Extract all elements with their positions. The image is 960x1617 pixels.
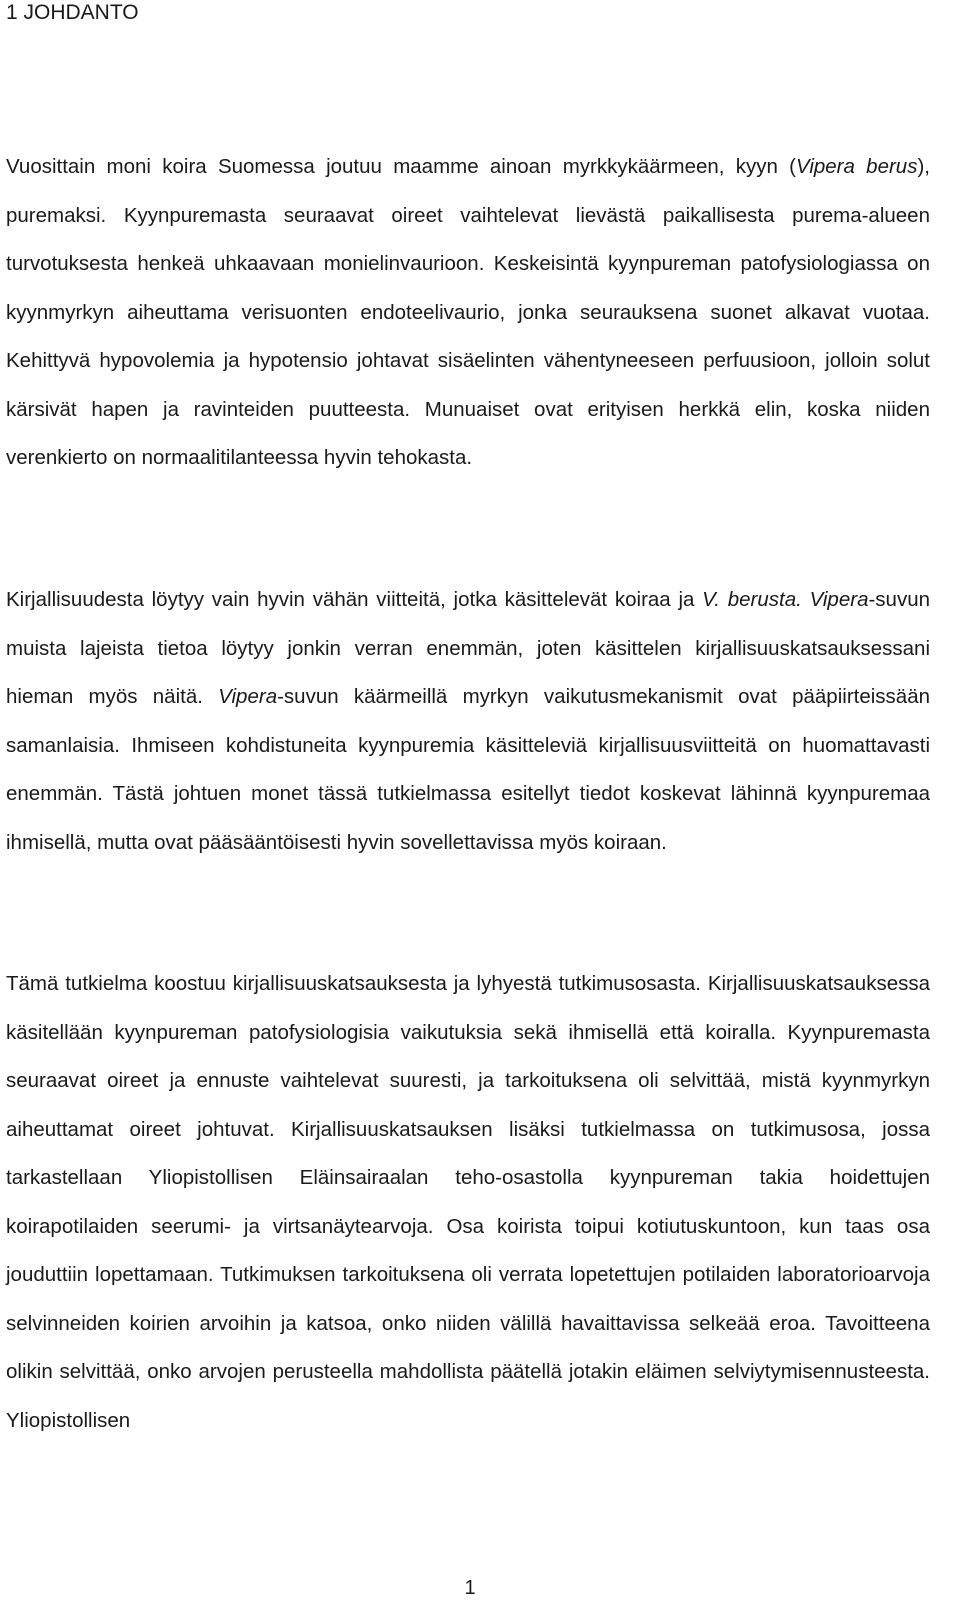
paragraph-text: Vuosittain moni koira Suomessa joutuu maamme ainoan myrkkykäärmeen, kyyn ( xyxy=(6,155,797,178)
page-number: 1 xyxy=(464,1577,476,1599)
paragraph-structure xyxy=(6,960,930,1445)
paragraph-introduction xyxy=(6,143,930,483)
chapter-heading: 1 JOHDANTO xyxy=(6,1,139,24)
paragraph-text xyxy=(802,588,810,611)
species-name-italic: Vipera berus xyxy=(796,155,918,178)
paragraph-text: Tämä tutkielma koostuu kirjallisuuskatsauksesta ja lyhyestä tutkimusosasta. Kirjallisuuskatsauksessa käsitellään kyynpureman patofysiologisia vaikutuksia sekä ihmisellä että koiralla. Kyynpuremasta seuraavat oireet ja ennuste vaihtelevat suuresti, ja tarkoituksena oli selvittää, mistä kyynmyrkyn aiheuttamat oireet johtuvat. Kirjallisuuskatsauksen lisäksi tutkielmassa on tutkimusosa, jossa tarkastellaan Yliopistollisen Eläinsairaalan teho-osastolla kyynpureman takia hoidettujen koirapotilaiden seerumi- ja virtsanäytearvoja. Osa koirista toipui kotiutuskuntoon, kun taas osa jouduttiin lopettamaan. Tutkimuksen tarkoituksena oli verrata lopetettujen potilaiden laboratorioarvoja selvinneiden koirien arvoihin ja katsoa, onko niiden välillä havaittavissa selkeää eroa. Tavoitteena olikin selvittää, onko arvojen perusteella mahdollista päätellä jotakin eläimen selviytymisennusteesta. Yliopistollisen xyxy=(6,972,930,1432)
genus-name-italic: Vipera xyxy=(218,685,278,708)
paragraph-text: -suvun käärmeillä myrkyn vaikutusmekanismit ovat pääpiirteissään samanlaisia. Ihmiseen kohdistuneita kyynpuremia käsitteleviä kirjallisuusviitteitä on huomattavasti enemmän. Tästä johtuen monet tässä tutkielmassa esitellyt tiedot koskevat lähinnä kyynpuremaa ihmisellä, mutta ovat pääsääntöisesti hyvin sovellettavissa myös koiraan. xyxy=(6,685,930,854)
species-name-italic: V. berusta. xyxy=(702,588,802,611)
paragraph-text: -suvun muista lajeista tietoa löytyy jonkin verran enemmän, joten käsittelen kirjallisuuskatsauksessani hieman myös näitä. xyxy=(6,588,930,708)
genus-name-italic: Vipera xyxy=(809,588,869,611)
paragraph-text: Kirjallisuudesta löytyy vain hyvin vähän viitteitä, jotka käsittelevät koiraa ja xyxy=(6,588,703,611)
paragraph-literature xyxy=(6,576,930,867)
paragraph-text: ), puremaksi. Kyynpuremasta seuraavat oireet vaihtelevat lievästä paikallisesta purema-alueen turvotuksesta henkeä uhkaavaan monielinvaurioon. Keskeisintä kyynpureman patofysiologiassa on kyynmyrkyn aiheuttama verisuonten endoteelivaurio, jonka seurauksena suonet alkavat vuotaa. Kehittyvä hypovolemia ja hypotensio johtavat sisäelinten vähentyneeseen perfuusioon, jolloin solut kärsivät hapen ja ravinteiden puutteesta. Munuaiset ovat erityisen herkkä elin, koska niiden verenkierto on normaalitilanteessa hyvin tehokasta. xyxy=(6,155,930,469)
